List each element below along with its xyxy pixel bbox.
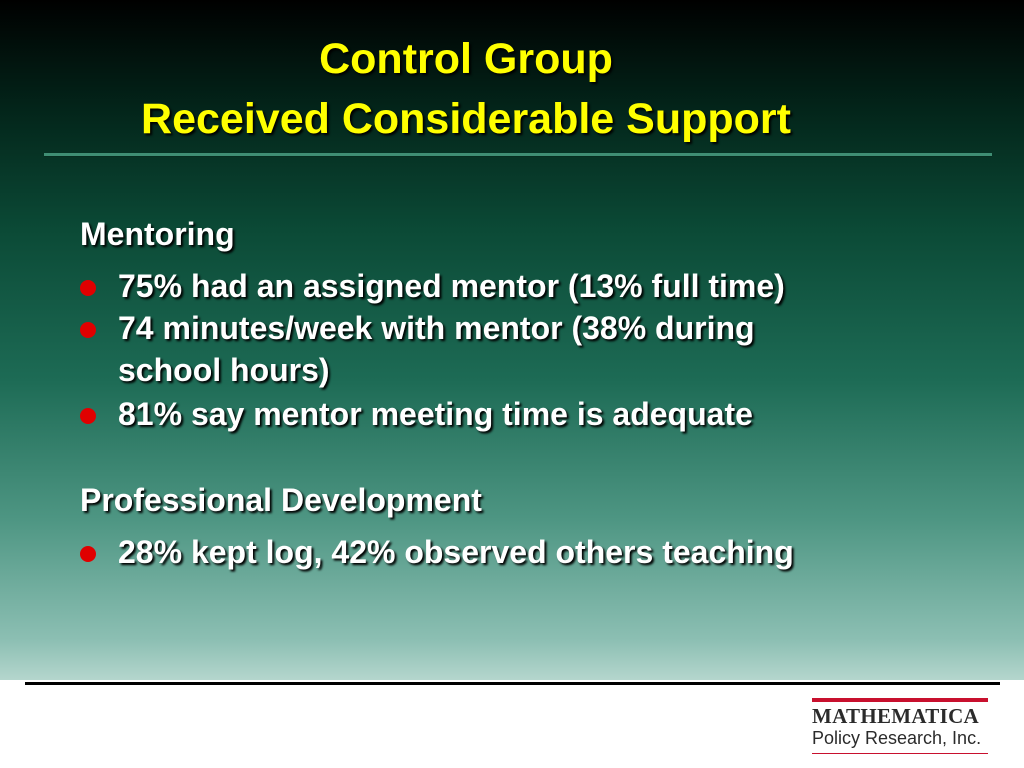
bullet-text: 28% kept log, 42% observed others teaching	[118, 534, 794, 570]
logo-name: MATHEMATICA	[812, 704, 980, 728]
section-heading-professional-development: Professional Development	[80, 482, 482, 518]
footer-divider	[25, 682, 1000, 685]
slide-title-line-1: Control Group	[319, 35, 613, 83]
mathematica-logo	[812, 698, 990, 754]
red-dot-icon	[80, 322, 96, 338]
title-divider	[44, 153, 992, 156]
logo-accent-bar	[812, 698, 988, 702]
bullet-text-line-1: 74 minutes/week with mentor (38% during	[118, 310, 755, 346]
slide-title-line-2: Received Considerable Support	[141, 95, 791, 143]
red-dot-icon	[80, 408, 96, 424]
red-dot-icon	[80, 546, 96, 562]
red-dot-icon	[80, 280, 96, 296]
section-heading-mentoring: Mentoring	[80, 216, 235, 252]
bullet-text: 81% say mentor meeting time is adequate	[118, 396, 753, 432]
logo-underline	[812, 753, 988, 754]
bullet-text: 75% had an assigned mentor (13% full time)	[118, 268, 785, 304]
logo-subtitle: Policy Research, Inc.	[812, 728, 982, 749]
bullet-text-line-2: school hours)	[118, 352, 330, 388]
